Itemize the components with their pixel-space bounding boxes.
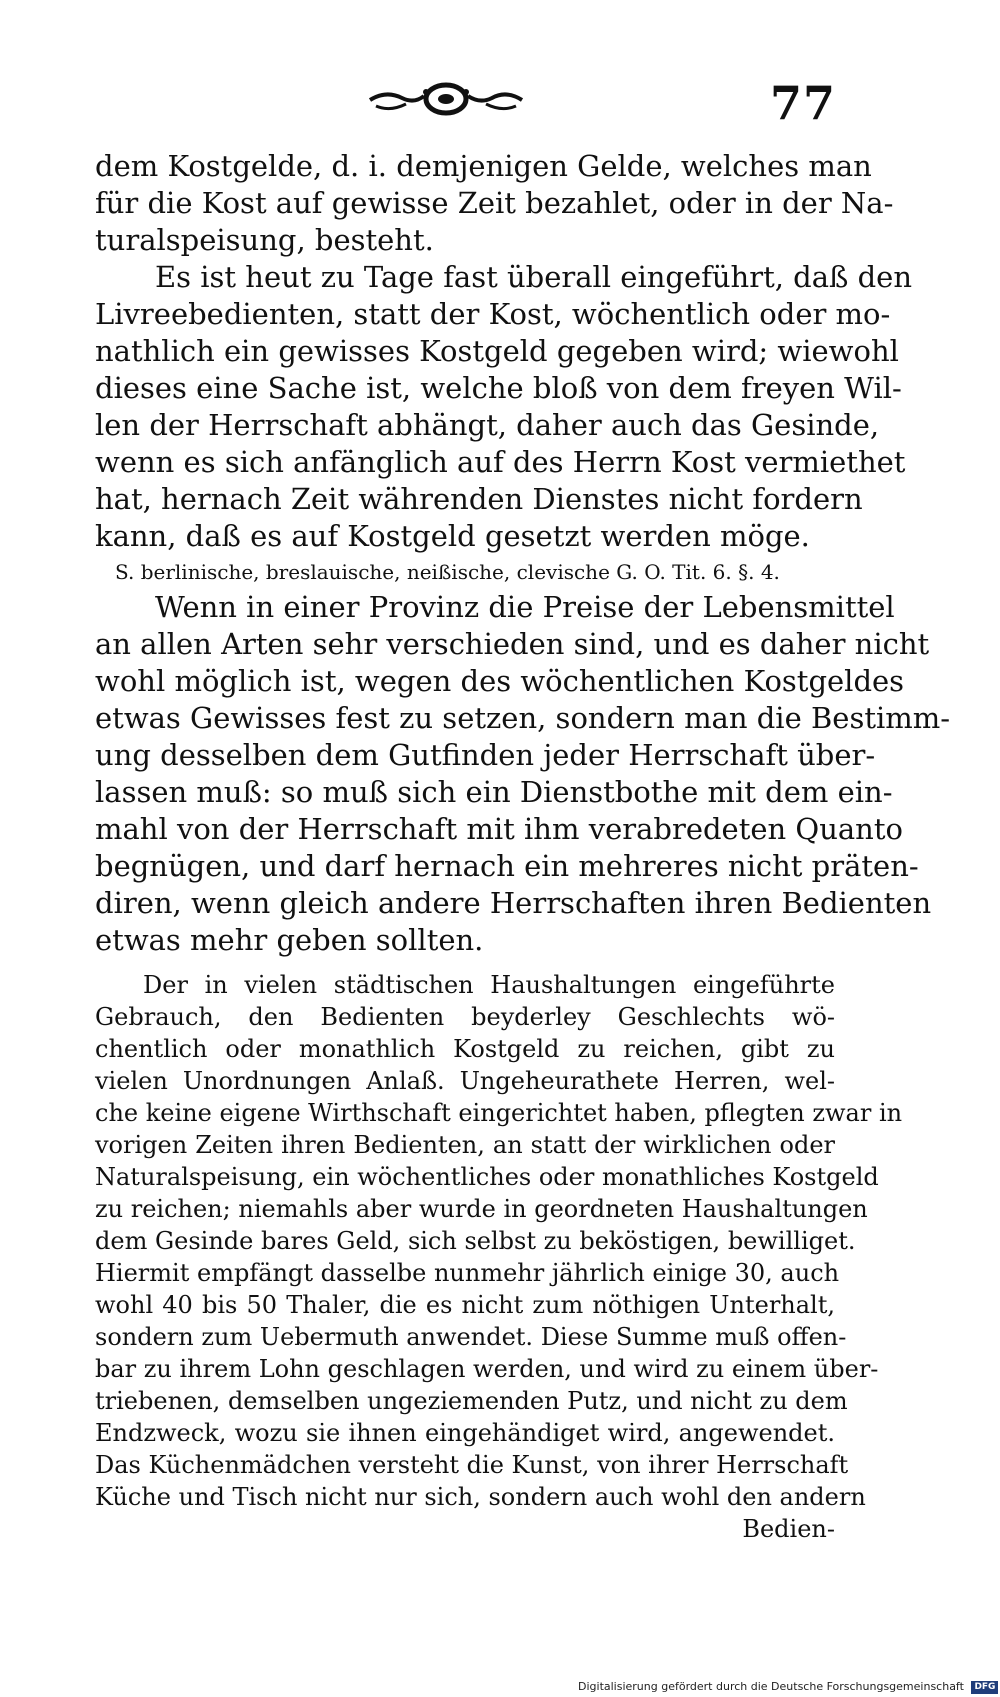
text-line: begnügen, und darf hernach ein mehreres nicht präten- [95,849,919,883]
text-line: dem Gesinde bares Geld, sich selbst zu beköstigen, bewilliget. [95,1227,856,1255]
text-line: für die Kost auf gewisse Zeit bezahlet, oder in der Na- [95,186,894,220]
text-line: an allen Arten sehr verschieden sind, und es daher nicht [95,627,930,661]
paragraph-1 [95,148,894,259]
page-number: 77 [770,76,837,130]
text-line: mahl von der Herrschaft mit ihm verabredeten Quanto [95,812,903,846]
body-text [95,148,951,1545]
text-line: Livreebedienten, statt der Kost, wöchentlich oder mo- [95,297,891,331]
text-line: Der in vielen städtischen Haushaltungen eingeführte [143,971,835,999]
text-line: Gebrauch, den Bedienten beyderley Geschlechts wö- [95,1003,835,1031]
catchword: Bedien- [742,1515,835,1543]
text-line: chentlich oder monathlich Kostgeld zu reichen, gibt zu [95,1035,835,1063]
text-line: Wenn in einer Provinz die Preise der Lebensmittel [155,590,895,624]
footer-text: Digitalisierung gefördert durch die Deutsche Forschungsgemeinschaft [578,1680,964,1693]
text-line: zu reichen; niemahls aber wurde in geordneten Haushaltungen [95,1195,868,1223]
text-line: nathlich ein gewisses Kostgeld gegeben wird; wiewohl [95,334,899,368]
text-line: wenn es sich anfänglich auf des Herrn Kost vermiethet [95,445,906,479]
text-line: Hiermit empfängt dasselbe nunmehr jährlich einige 30, auch [95,1259,840,1287]
text-line: etwas mehr geben sollten. [95,923,484,957]
text-line: che keine eigene Wirthschaft eingerichtet haben, pflegten zwar in [95,1099,903,1127]
text-line: kann, daß es auf Kostgeld gesetzt werden möge. [95,519,810,553]
text-line: dem Kostgelde, d. i. demjenigen Gelde, welches man [95,149,872,183]
text-line: diren, wenn gleich andere Herrschaften ihren Bedienten [95,886,932,920]
text-line: Das Küchenmädchen versteht die Kunst, von ihrer Herrschaft [95,1451,849,1479]
text-line: ung desselben dem Gutfinden jeder Herrschaft über- [95,738,876,772]
text-line: bar zu ihrem Lohn geschlagen werden, und wird zu einem über- [95,1355,879,1383]
text-line: hat, hernach Zeit währenden Dienstes nicht fordern [95,482,863,516]
text-line: etwas Gewisses fest zu setzen, sondern man die Bestimm- [95,701,951,735]
paragraph-2 [95,259,913,555]
citation: S. berlinische, breslauische, neißische, clevische G. O. Tit. 6. §. 4. [115,560,780,584]
digitization-footer [578,1680,998,1694]
ornament-icon [366,78,526,120]
text-line: sondern zum Uebermuth anwendet. Diese Summe muß offen- [95,1323,847,1351]
paragraph-3 [95,589,951,959]
text-line: wohl 40 bis 50 Thaler, die es nicht zum nöthigen Unterhalt, [95,1291,835,1319]
text-line: vorigen Zeiten ihren Bedienten, an statt der wirklichen oder [95,1131,835,1159]
text-line: turalspeisung, besteht. [95,223,434,257]
dfg-logo-icon: DFG [971,1681,998,1694]
text-line: vielen Unordnungen Anlaß. Ungeheurathete Herren, wel- [95,1067,835,1095]
text-line: wohl möglich ist, wegen des wöchentlichen Kostgeldes [95,664,905,698]
text-line: len der Herrschaft abhängt, daher auch das Gesinde, [95,408,880,442]
text-line: lassen muß: so muß sich ein Dienstbothe mit dem ein- [95,775,893,809]
text-line: Küche und Tisch nicht nur sich, sondern auch wohl den andern [95,1483,866,1511]
text-line: Naturalspeisung, ein wöchentliches oder monathliches Kostgeld [95,1163,879,1191]
text-line: dieses eine Sache ist, welche bloß von dem freyen Wil- [95,371,902,405]
text-line: Endzweck, wozu sie ihnen eingehändiget wird, angewendet. [95,1419,835,1447]
text-line: Es ist heut zu Tage fast überall eingeführt, daß den [155,260,913,294]
paragraph-4 [95,969,903,1545]
text-line: triebenen, demselben ungeziemenden Putz, und nicht zu dem [95,1387,848,1415]
